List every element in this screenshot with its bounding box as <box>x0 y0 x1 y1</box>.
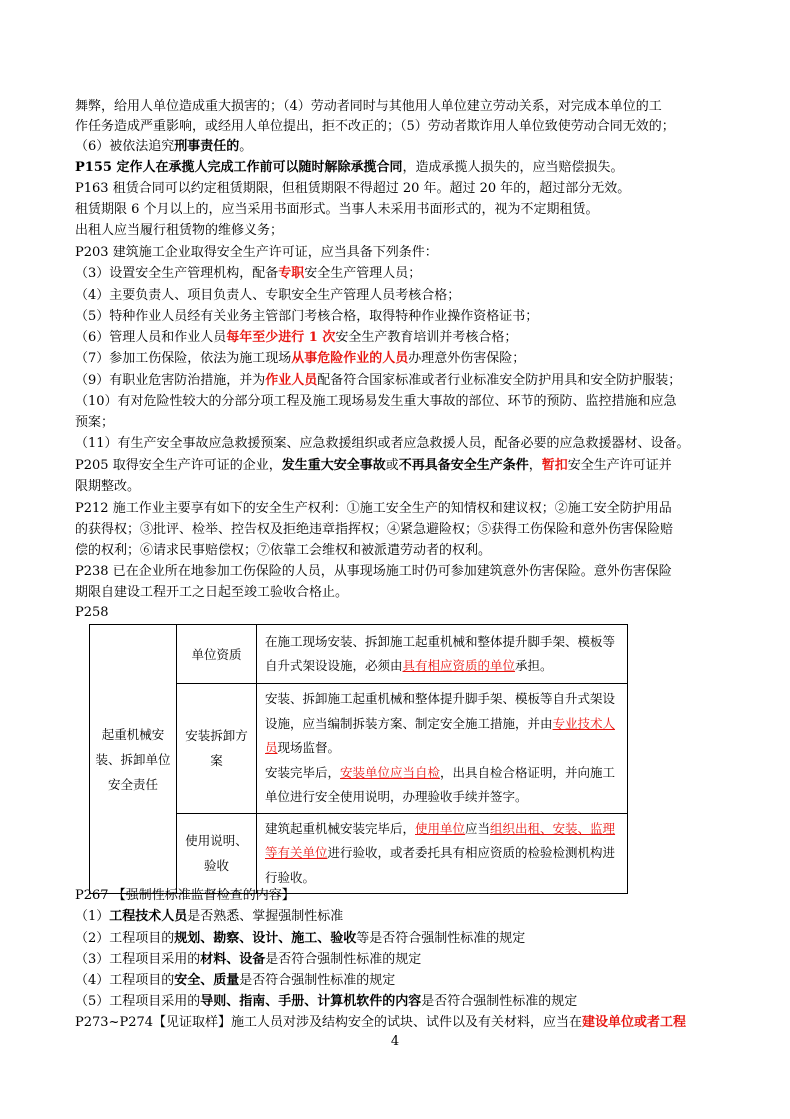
text-line: （2）工程项目的规划、勘察、设计、施工、验收等是否符合强制性标准的规定 <box>75 931 526 946</box>
text-line: （3）设置安全生产管理机构，配备专职安全生产管理人员； <box>75 266 422 281</box>
table-title-cell: 起重机械安装、拆卸单位安全责任 <box>90 625 177 894</box>
text-line: P267 【强制性标准监督检查的内容】 <box>75 888 295 903</box>
row-label-cell: 使用说明、验收 <box>177 813 257 894</box>
text-line: （3）工程项目采用的材料、设备是否符合强制性标准的规定 <box>75 952 422 967</box>
text-line: P273~P274【见证取样】施工人员对涉及结构安全的试块、试件以及有关材料，应当在建设单位或者工程 <box>75 1015 687 1030</box>
text-line: （7）参加工伤保险，依法为施工现场从事危险作业的人员办理意外伤害保险； <box>75 351 526 366</box>
text-line: 限期整改。 <box>75 479 141 494</box>
text-line: 的获得权；③批评、检举、控告权及拒绝违章指挥权；④紧急避险权；⑤获得工伤保险和意外伤害保险赔 <box>75 522 674 537</box>
text-line: 出租人应当履行租赁物的维修义务； <box>75 223 284 238</box>
text-line: 期限自建设工程开工之日起至竣工验收合格止。 <box>75 585 349 600</box>
text-line: 作任务造成严重影响，或经用人单位提出，拒不改正的；（5）劳动者欺诈用人单位致使劳动合同无效的； <box>75 119 675 134</box>
row-label-cell: 单位资质 <box>177 625 257 684</box>
text-line: P258 <box>75 605 109 620</box>
text-line: （4）主要负责人、项目负责人、专职安全生产管理人员考核合格； <box>75 288 461 303</box>
text-line: P205 取得安全生产许可证的企业，发生重大安全事故或不再具备安全生产条件，暂扣安全生产许可证并 <box>75 458 672 473</box>
text-line: （9）有职业危害防治措施，并为作业人员配备符合国家标准或者行业标准安全防护用具和安全防护服装； <box>75 373 682 388</box>
text-line: （5）工程项目采用的导则、指南、手册、计算机软件的内容是否符合强制性标准的规定 <box>75 994 578 1009</box>
text-line: 租赁期限 6 个月以上的，应当采用书面形式。当事人未采用书面形式的，视为不定期租赁。 <box>75 202 599 217</box>
text-line: （6）管理人员和作业人员每年至少进行 1 次安全生产教育培训并考核合格； <box>75 330 518 345</box>
text-line: 舞弊，给用人单位造成重大损害的；（4）劳动者同时与其他用人单位建立劳动关系，对完成本单位的工 <box>75 99 662 114</box>
text-line: （5）特种作业人员经有关业务主管部门考核合格，取得特种作业操作资格证书； <box>75 309 539 324</box>
text-line: P212 施工作业主要享有如下的安全生产权利：①施工安全生产的知情权和建议权；②施工安全防护用品 <box>75 501 672 516</box>
table-row <box>90 625 628 684</box>
page-number: 4 <box>390 1034 400 1049</box>
row-content-cell: 建筑起重机械安装完毕后，使用单位应当组织出租、安装、监理等有关单位进行验收，或者委托具有相应资质的检验检测机构进行验收。 <box>257 813 628 894</box>
text-line: （6）被依法追究刑事责任的。 <box>75 139 253 154</box>
text-line: （1）工程技术人员是否熟悉、掌握强制性标准 <box>75 909 344 924</box>
row-content-cell: 在施工现场安装、拆卸施工起重机械和整体提升脚手架、模板等自升式架设设施，必须由具有相应资质的单位承担。 <box>257 625 628 684</box>
text-line: P155 定作人在承揽人完成工作前可以随时解除承揽合同，造成承揽人损失的，应当赔偿损失。 <box>75 160 624 175</box>
text-line: （4）工程项目的安全、质量是否符合强制性标准的规定 <box>75 973 396 988</box>
text-line: （10）有对危险性较大的分部分项工程及施工现场易发生重大事故的部位、环节的预防、监控措施和应急 <box>75 394 677 409</box>
responsibility-table <box>89 624 628 894</box>
text-line: P163 租赁合同可以约定租赁期限，但租赁期限不得超过 20 年。超过 20 年的，超过部分无效。 <box>75 181 631 196</box>
row-label-cell: 安装拆卸方案 <box>177 684 257 814</box>
text-line: P203 建筑施工企业取得安全生产许可证，应当具备下列条件： <box>75 245 438 260</box>
text-line: P238 已在企业所在地参加工伤保险的人员，从事现场施工时仍可参加建筑意外伤害保险。意外伤害保险 <box>75 564 672 579</box>
text-line: （11）有生产安全事故应急救援预案、应急救援组织或者应急救援人员，配备必要的应急救援器材、设备。 <box>75 436 690 451</box>
text-line: 偿的权利；⑥请求民事赔偿权；⑦依靠工会维权和被派遣劳动者的权利。 <box>75 543 492 558</box>
row-content-cell: 安装、拆卸施工起重机械和整体提升脚手架、模板等自升式架设设施，应当编制拆装方案、制定安全施工措施，并由专业技术人员现场监督。 安装完毕后，安装单位应当自检，出具自检合格证明，并向施工单位进行安全使用说明，办理验收手续并签字。 <box>257 684 628 814</box>
text-line: 预案； <box>75 415 115 430</box>
